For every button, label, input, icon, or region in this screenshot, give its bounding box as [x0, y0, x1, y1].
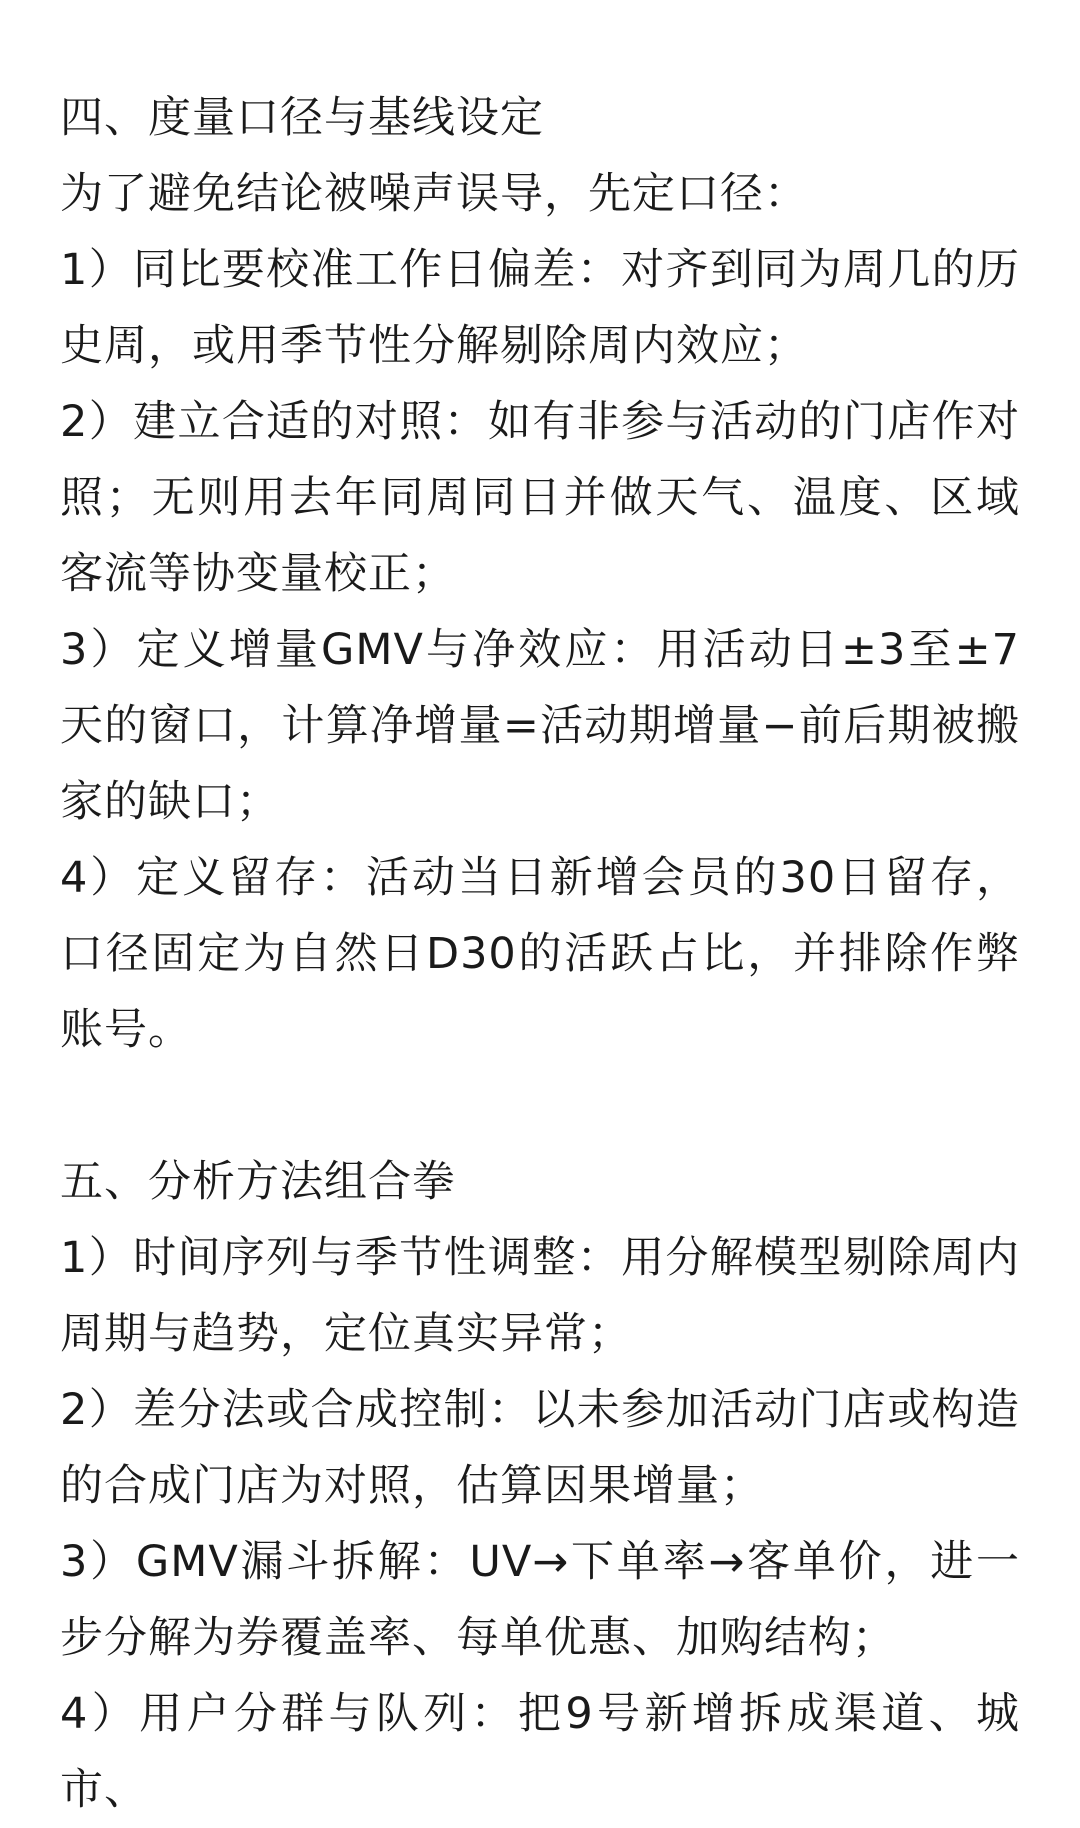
- section-4-item-3: 3）定义增量GMV与净效应：用活动日±3至±7天的窗口，计算净增量=活动期增量−前后期被搬家的缺口；: [60, 625, 1020, 827]
- section-4-item-2: 2）建立合适的对照：如有非参与活动的门店作对照；无则用去年同周同日并做天气、温度、区域客流等协变量校正；: [60, 397, 1020, 599]
- section-5-item-2: 2）差分法或合成控制：以未参加活动门店或构造的合成门店为对照，估算因果增量；: [60, 1385, 1020, 1511]
- section-gap: [60, 1068, 1020, 1144]
- section-4-item-4: 4）定义留存：活动当日新增会员的30日留存，口径固定为自然日D30的活跃占比，并排除作弊账号。: [60, 853, 1020, 1055]
- section-4-intro: 为了避免结论被噪声误导，先定口径：: [60, 169, 808, 219]
- section-5-item-3: 3）GMV漏斗拆解：UV→下单率→客单价，进一步分解为券覆盖率、每单优惠、加购结构；: [60, 1537, 1020, 1663]
- section-5-item-1: 1）时间序列与季节性调整：用分解模型剔除周内周期与趋势，定位真实异常；: [60, 1233, 1020, 1359]
- section-5-item-4: 4）用户分群与队列：把9号新增拆成渠道、城市、: [60, 1689, 1020, 1815]
- section-4-item-1: 1）同比要校准工作日偏差：对齐到同为周几的历史周，或用季节性分解剔除周内效应；: [60, 245, 1020, 371]
- document-body: [60, 80, 1020, 1828]
- section-4-heading: 四、度量口径与基线设定: [60, 93, 544, 143]
- section-5-heading: 五、分析方法组合拳: [60, 1157, 456, 1207]
